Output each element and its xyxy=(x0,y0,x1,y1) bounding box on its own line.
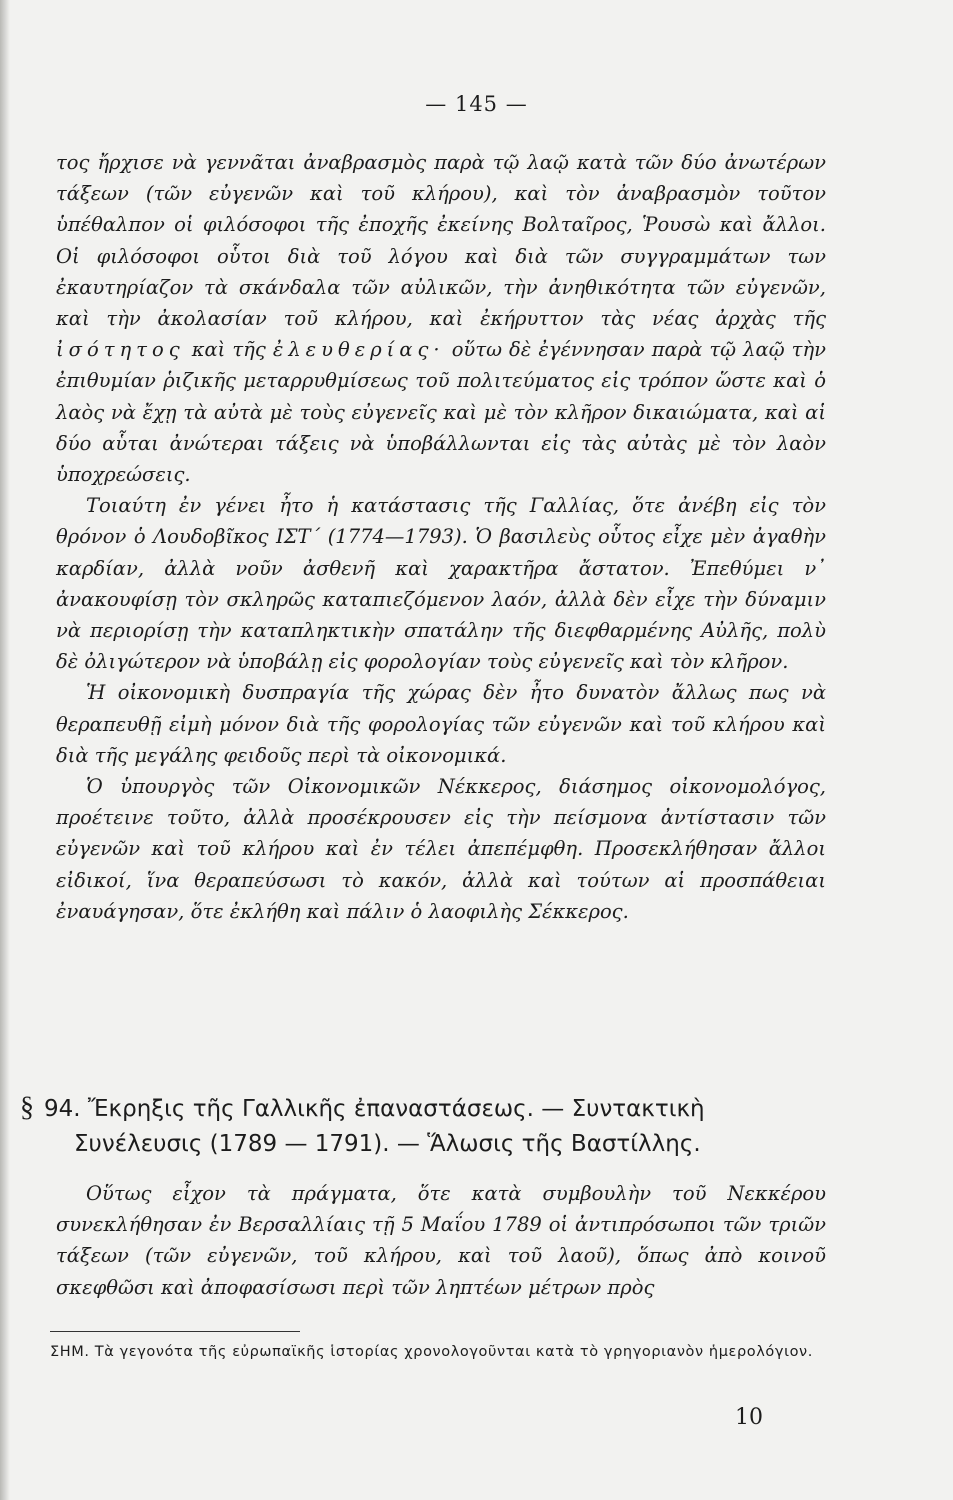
paragraph-1-join: καὶ τῆς xyxy=(191,338,266,362)
main-body xyxy=(56,147,826,927)
section-heading-line-1 xyxy=(20,1090,825,1127)
page-number: — 145 — xyxy=(425,92,528,116)
emphasis-eleftherias: ἐλευθερίας· xyxy=(272,338,445,362)
section-number: 94. xyxy=(44,1096,81,1122)
footnote-divider xyxy=(50,1331,300,1332)
printer-signature-mark: 10 xyxy=(735,1405,763,1430)
section-body xyxy=(56,1178,826,1303)
section-title-line-2: Συνέλευσις (1789 — 1791). — Ἅλωσις τῆς Βαστίλλης. xyxy=(74,1131,701,1157)
paragraph-1-end: οὕτω δὲ ἐγέννησαν παρὰ τῷ λαῷ τὴν ἐπιθυμίαν ῥιζικῆς μεταρρυθμίσεως τοῦ πολιτεύματος εἰς τρόπον ὥστε καὶ ὁ λαὸς νὰ ἔχῃ τὰ αὐτὰ μὲ τοὺς εὐγενεῖς καὶ μὲ τὸν κλῆρον δικαιώματα, καὶ αἱ δύο αὗται ἀνώτεραι τάξεις νὰ ὑποβάλλωνται εἰς τὰς αὐτὰς μὲ τὸν λαὸν ὑποχρεώσεις. xyxy=(56,338,826,487)
section-heading xyxy=(20,1090,825,1162)
emphasis-isotitos: ἰσότητος xyxy=(56,338,185,362)
section-symbol: § xyxy=(20,1092,34,1123)
paragraph-1-text: τος ἤρχισε νὰ γεννᾶται ἀναβρασμὸς παρὰ τῷ λαῷ κατὰ τῶν δύο ἀνωτέρων τάξεων (τῶν εὐγενῶν καὶ τοῦ κλήρου), καὶ τὸν ἀναβρασμὸν τοῦτον ὑπέθαλπον οἱ φιλόσοφοι τῆς ἐποχῆς ἐκείνης Βολταῖρος, Ῥουσὼ καὶ ἄλλοι. Οἱ φιλόσοφοι οὗτοι διὰ τοῦ λόγου καὶ διὰ τῶν συγγραμμάτων των ἐκαυτηρίαζον τὰ σκάνδαλα τῶν αὐλικῶν, τὴν ἀνηθικότητα τῶν εὐγενῶν, καὶ τὴν ἀκολασίαν τοῦ κλήρου, καὶ ἐκήρυττον τὰς νέας ἀρχὰς τῆς xyxy=(56,151,826,331)
footnote: ΣΗΜ. Τὰ γεγονότα τῆς εὐρωπαϊκῆς ἱστορίας χρονολογοῦνται κατὰ τὸ γρηγοριανὸν ἡμερολόγιον. xyxy=(50,1344,813,1360)
paragraph-2: Τοιαύτη ἐν γένει ἦτο ἡ κατάστασις τῆς Γαλλίας, ὅτε ἀνέβη εἰς τὸν θρόνον ὁ Λουδοβῖκος ΙΣΤ΄ (1774—1793). Ὁ βασιλεὺς οὗτος εἶχε μὲν ἀγαθὴν καρδίαν, ἀλλὰ νοῦν ἀσθενῆ καὶ χαρακτῆρα ἄστατον. Ἐπεθύμει ν᾿ ἀνακουφίσῃ τὸν σκληρῶς καταπιεζόμενον λαόν, ἀλλὰ δὲν εἶχε τὴν δύναμιν νὰ περιορίσῃ τὴν καταπληκτικὴν σπατάλην τῆς διεφθαρμένης Αὐλῆς, πολὺ δὲ ὀλιγώτερον νὰ ὑποβάλῃ εἰς φορολογίαν τοὺς εὐγενεῖς καὶ τὸν κλῆρον. xyxy=(56,494,826,674)
section-paragraph: Οὕτως εἶχον τὰ πράγματα, ὅτε κατὰ συμβουλὴν τοῦ Νεκκέρου συνεκλήθησαν ἐν Βερσαλλίαις τῇ 5 Μαΐου 1789 οἱ ἀντιπρόσωποι τῶν τριῶν τάξεων (τῶν εὐγενῶν, τοῦ κλήρου, καὶ τοῦ λαοῦ), ὅπως ἀπὸ κοινοῦ σκεφθῶσι καὶ ἀποφασίσωσι περὶ τῶν ληπτέων μέτρων πρὸς xyxy=(56,1182,826,1299)
paragraph-4: Ὁ ὑπουργὸς τῶν Οἰκονομικῶν Νέκκερος, διάσημος οἰκονομολόγος, προέτεινε τοῦτο, ἀλλὰ προσέκρουσεν εἰς τὴν πείσμονα ἀντίστασιν τῶν εὐγενῶν καὶ τοῦ κλήρου καὶ ἐν τέλει ἀπεπέμφθη. Προσεκλήθησαν ἄλλοι εἰδικοί, ἵνα θεραπεύσωσι τὸ κακόν, ἀλλὰ καὶ τούτων αἱ προσπάθειαι ἐναυάγησαν, ὅτε ἐκλήθη καὶ πάλιν ὁ λαοφιλὴς Σέκκερος. xyxy=(56,775,826,923)
paragraph-3: Ἡ οἰκονομικὴ δυσπραγία τῆς χώρας δὲν ἦτο δυνατὸν ἄλλως πως νὰ θεραπευθῇ εἰμὴ μόνον διὰ τῆς φορολογίας τῶν εὐγενῶν καὶ τοῦ κλήρου καὶ διὰ τῆς μεγάλης φειδοῦς περὶ τὰ οἰκονομικά. xyxy=(56,681,826,767)
section-title-line-1: Ἔκρηξις τῆς Γαλλικῆς ἐπαναστάσεως. — Συντακτικὴ xyxy=(87,1096,705,1122)
paragraph-1 xyxy=(56,147,826,490)
